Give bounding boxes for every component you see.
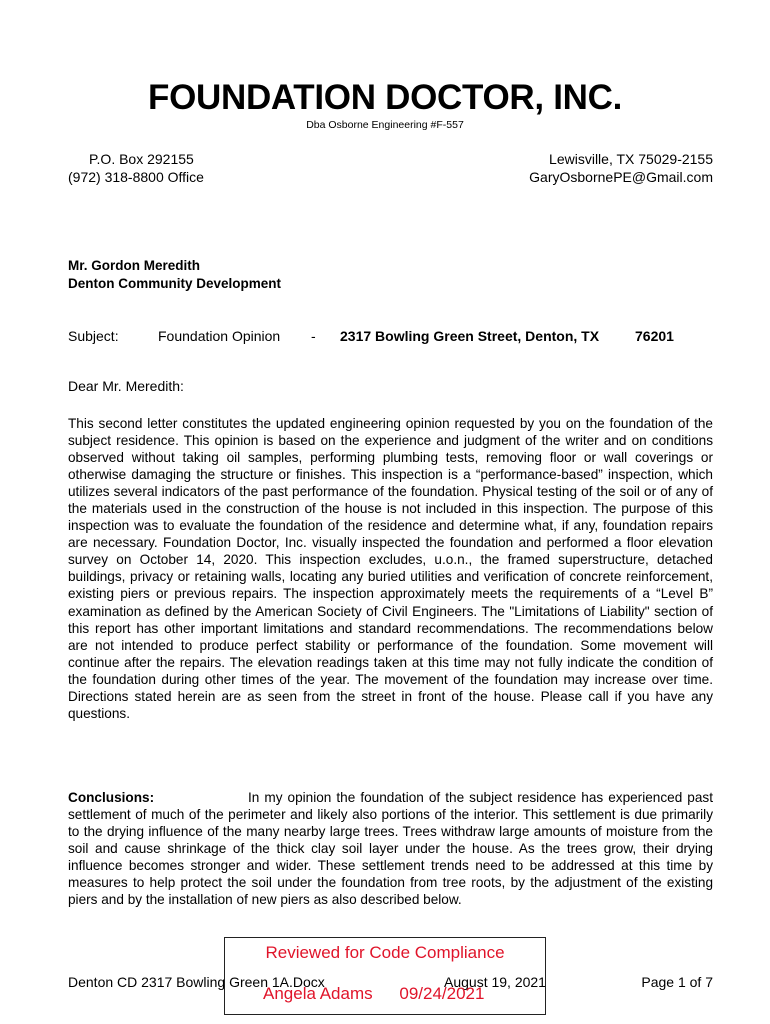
greeting: Dear Mr. Meredith: <box>68 378 184 394</box>
recipient-org: Denton Community Development <box>68 276 282 291</box>
conclusions-label: Conclusions: <box>68 790 155 805</box>
recipient-name: Mr. Gordon Meredith <box>68 258 201 273</box>
conclusions-text: In my opinion the foundation of the subject residence has experienced past settlement of much of the perimeter and likely also portions of the interior. This settlement is due primarily to the drying influence of the many nearby large trees. Trees withdraw large amounts of moisture from the soil and cause shrinkage of the thick clay soil layer under the house. As the trees grow, their drying influence becomes stronger and wider. These settlement trends need to be addressed at this time by measures to help protect the soil under the foundation from tree roots, by the adjustment of the existing piers and by the installation of new piers as also described below. <box>68 790 713 908</box>
right-address-block <box>529 150 713 186</box>
stamp-reviewer: Angela Adams <box>263 984 373 1003</box>
recipient-block <box>68 257 281 293</box>
email-address: GaryOsbornePE@Gmail.com <box>529 169 713 185</box>
footer-page-number: Page 1 of 7 <box>641 974 713 990</box>
conclusions-paragraph <box>68 789 713 908</box>
subject-topic: Foundation Opinion <box>158 328 281 344</box>
footer-date: August 19, 2021 <box>444 974 546 990</box>
subject-address: 2317 Bowling Green Street, Denton, TX <box>340 328 600 344</box>
intro-paragraph: This second letter constitutes the updated engineering opinion requested by you on the foundation of the subject residence. This opinion is based on the experience and judgment of the writer and on conditions observed without taking oil samples, performing plumbing tests, removing floor or wall coverings or otherwise damaging the structure or finishes. This inspection is a “performance-based” inspection, which utilizes several indicators of the past performance of the foundation. Physical testing of the soil or of any of the materials used in the construction of the house is not included in this inspection. The purpose of this inspection was to evaluate the foundation of the residence and determine what, if any, foundation repairs are necessary. Foundation Doctor, Inc. visually inspected the foundation and performed a floor elevation survey on October 14, 2020. This inspection excludes, u.o.n., the framed superstructure, detached buildings, privacy or retaining walls, locating any buried utilities and verification of concrete reinforcement, existing piers or previous repairs. The inspection approximately meets the requirements of a “Level B” examination as defined by the American Society of Civil Engineers. The "Limitations of Liability" section of this report has other important limitations and standard recommendations. The recommendations below are not intended to produce perfect stability or performance of the foundation. Some movement will continue after the repairs. The elevation readings taken at this time may not fully indicate the condition of the foundation during other times of the year. The movement of the foundation may increase over time. Directions stated herein are as seen from the street in front of the house. Please call if you have any questions. <box>68 416 713 721</box>
left-address-block <box>68 150 204 186</box>
stamp-title: Reviewed for Code Compliance <box>265 943 505 962</box>
subject-zip: 76201 <box>635 328 674 344</box>
stamp-date: 09/24/2021 <box>399 984 485 1003</box>
po-box: P.O. Box 292155 <box>89 151 194 167</box>
subject-dash: - <box>311 328 316 344</box>
dba-line: Dba Osborne Engineering #F-557 <box>306 119 464 131</box>
office-phone: (972) 318-8800 Office <box>68 169 204 185</box>
company-title: FOUNDATION DOCTOR, INC. <box>147 78 622 117</box>
footer-filename: Denton CD 2317 Bowling Green 1A.Docx <box>68 974 325 990</box>
review-stamp <box>224 937 546 1015</box>
city-state-zip: Lewisville, TX 75029-2155 <box>549 151 713 167</box>
stamp-signature <box>263 984 484 1004</box>
subject-label: Subject: <box>68 328 119 344</box>
